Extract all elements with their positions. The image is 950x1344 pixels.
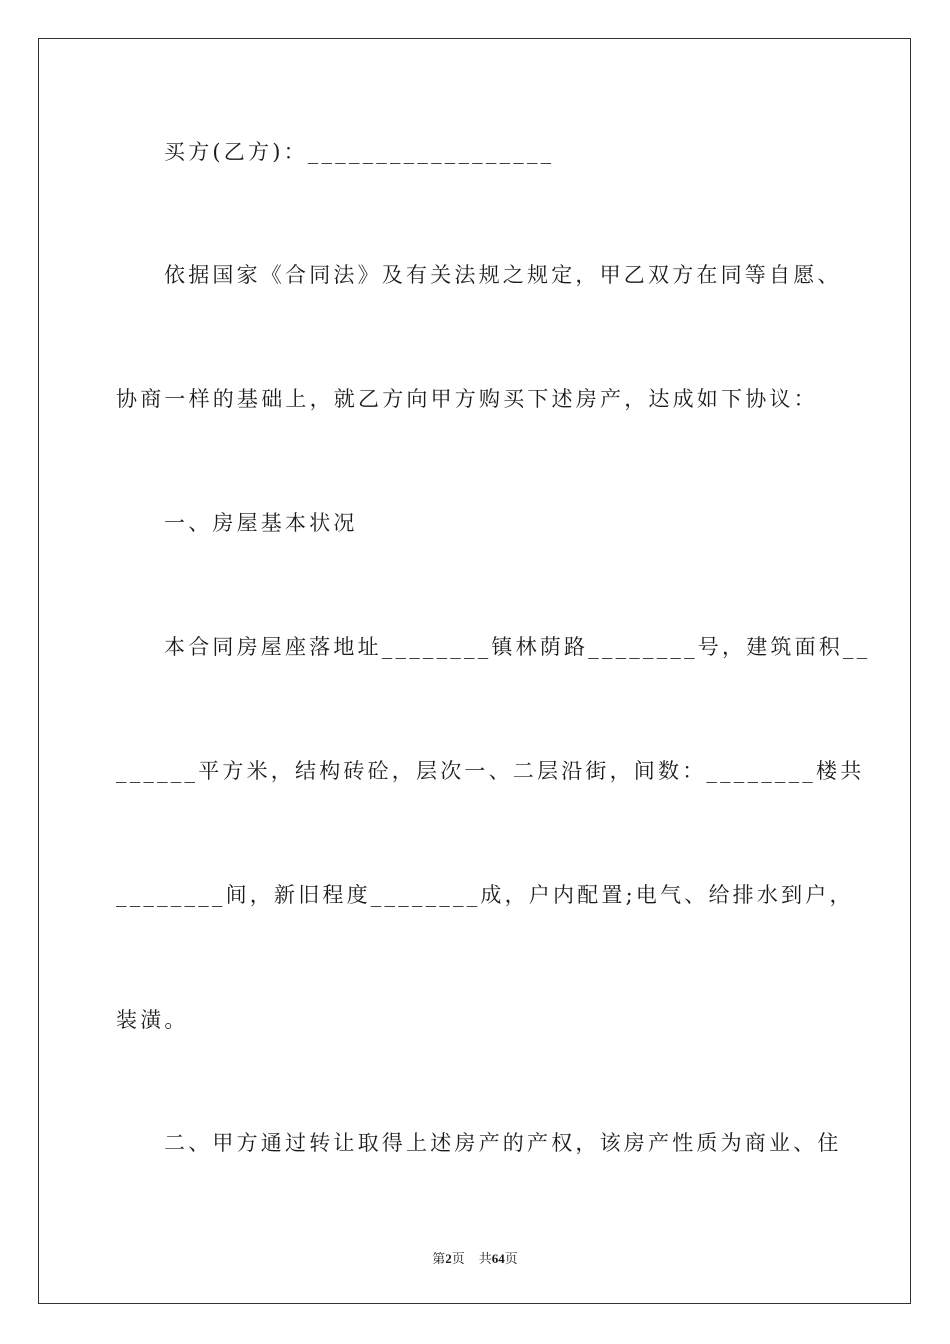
paragraph-line: ______平方米，结构砖砼，层次一、二层沿街，间数：________楼共 [116,759,865,783]
paragraph-line: 装潢。 [116,1008,189,1032]
paragraph-line: 二、甲方通过转让取得上述房产的产权，该房产性质为商业、住 [164,1131,842,1155]
paragraph-line: 本合同房屋座落地址________镇林荫路________号，建筑面积__ [164,635,871,659]
paragraph-line: ________间，新旧程度________成，户内配置;电气、给排水到户， [116,883,854,907]
page-suffix: 页 [451,1251,465,1266]
total-prefix: 共 [478,1251,492,1266]
page-footer [0,1248,950,1267]
paragraph-line: 依据国家《合同法》及有关法规之规定，甲乙双方在同等自愿、 [164,263,842,287]
paragraph-line: 协商一样的基础上，就乙方向甲方购买下述房产，达成如下协议： [116,387,818,411]
section-heading: 一、房屋基本状况 [164,511,358,535]
page-border [38,38,911,1304]
buyer-line: 买方(乙方)：__________________ [164,140,555,164]
page-prefix: 第 [432,1251,446,1266]
total-suffix: 页 [504,1251,518,1266]
page-number: 2 [445,1251,452,1266]
total-pages: 64 [491,1251,505,1266]
